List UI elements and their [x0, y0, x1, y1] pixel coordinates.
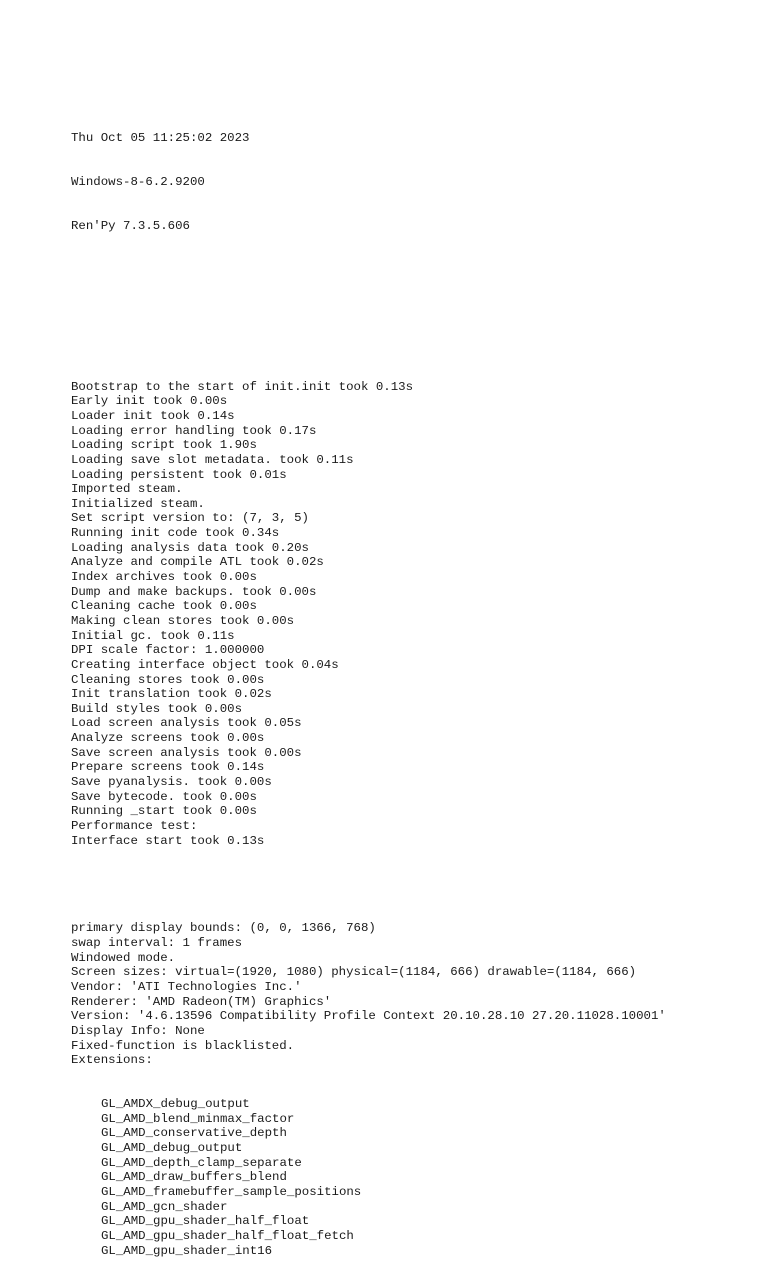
log-line: Fixed-function is blacklisted.: [71, 1038, 295, 1053]
log-line: Imported steam.: [71, 482, 183, 497]
log-line: Early init took 0.00s: [71, 394, 228, 409]
log-line: Performance test:: [71, 818, 198, 833]
log-line: Loader init took 0.14s: [71, 408, 235, 423]
log-line: Save bytecode. took 0.00s: [71, 789, 257, 804]
log-line: Save screen analysis took 0.00s: [71, 745, 302, 760]
log-platform: Windows-8-6.2.9200: [71, 174, 205, 189]
log-line: Set script version to: (7, 3, 5): [71, 511, 309, 526]
log-line: Init translation took 0.02s: [71, 687, 272, 702]
extension-item: GL_AMD_conservative_depth: [101, 1126, 287, 1141]
log-line: Initial gc. took 0.11s: [71, 628, 235, 643]
log-line: Index archives took 0.00s: [71, 570, 257, 585]
log-line: Version: '4.6.13596 Compatibility Profile Context 20.10.28.10 27.20.11028.10001': [71, 1009, 666, 1024]
log-line: Cleaning cache took 0.00s: [71, 599, 257, 614]
log-line: Screen sizes: virtual=(1920, 1080) physical=(1184, 666) drawable=(1184, 666): [71, 965, 637, 980]
log-header: [71, 101, 761, 262]
log-line: Running init code took 0.34s: [71, 526, 280, 541]
log-line: Build styles took 0.00s: [71, 701, 243, 716]
log-line: Interface start took 0.13s: [71, 833, 265, 848]
log-line: Extensions:: [71, 1053, 153, 1068]
blank-line: [71, 336, 761, 351]
extension-item: GL_AMDX_debug_output: [101, 1097, 250, 1112]
log-date: Thu Oct 05 11:25:02 2023: [71, 130, 250, 145]
extension-item: GL_AMD_draw_buffers_blend: [101, 1170, 287, 1185]
log-line: primary display bounds: (0, 0, 1366, 768): [71, 921, 376, 936]
log-display-info: [71, 921, 761, 1067]
log-line: Loading error handling took 0.17s: [71, 423, 317, 438]
extension-item: GL_AMD_blend_minmax_factor: [101, 1111, 295, 1126]
log-line: Making clean stores took 0.00s: [71, 613, 295, 628]
log-line: Prepare screens took 0.14s: [71, 760, 265, 775]
log-line: Initialized steam.: [71, 496, 205, 511]
log-line: Bootstrap to the start of init.init took 0.13s: [71, 379, 414, 394]
log-text: [71, 72, 761, 1288]
log-line: Windowed mode.: [71, 950, 176, 965]
extension-item: GL_AMD_depth_clamp_separate: [101, 1155, 302, 1170]
blank-line: [71, 878, 761, 893]
log-line: Analyze screens took 0.00s: [71, 731, 265, 746]
log-timings: [71, 380, 761, 849]
log-line: Cleaning stores took 0.00s: [71, 672, 265, 687]
log-line: swap interval: 1 frames: [71, 936, 243, 951]
log-line: Load screen analysis took 0.05s: [71, 716, 302, 731]
log-renpy-version: Ren'Py 7.3.5.606: [71, 218, 190, 233]
extension-item: GL_AMD_gpu_shader_half_float: [101, 1214, 310, 1229]
log-line: Renderer: 'AMD Radeon(TM) Graphics': [71, 994, 332, 1009]
log-line: Save pyanalysis. took 0.00s: [71, 775, 272, 789]
log-line: Loading save slot metadata. took 0.11s: [71, 452, 354, 467]
extension-item: GL_AMD_gpu_shader_half_float_fetch: [101, 1228, 354, 1243]
log-line: DPI scale factor: 1.000000: [71, 643, 265, 658]
log-extensions: [71, 1097, 761, 1258]
log-line: Loading analysis data took 0.20s: [71, 540, 309, 555]
extension-item: GL_AMD_gpu_shader_int16: [101, 1243, 273, 1258]
blank-line: [71, 292, 761, 307]
log-line: Vendor: 'ATI Technologies Inc.': [71, 980, 302, 995]
log-line: Running _start took 0.00s: [71, 804, 257, 819]
log-line: Analyze and compile ATL took 0.02s: [71, 555, 324, 570]
extension-item: GL_AMD_gcn_shader: [101, 1199, 228, 1214]
log-line: Loading persistent took 0.01s: [71, 467, 287, 482]
log-line: Loading script took 1.90s: [71, 438, 257, 453]
extension-item: GL_AMD_debug_output: [101, 1141, 243, 1156]
log-line: Display Info: None: [71, 1023, 205, 1038]
extension-item: GL_AMD_framebuffer_sample_positions: [101, 1185, 362, 1200]
log-line: Dump and make backups. took 0.00s: [71, 584, 317, 599]
log-line: Creating interface object took 0.04s: [71, 657, 339, 672]
